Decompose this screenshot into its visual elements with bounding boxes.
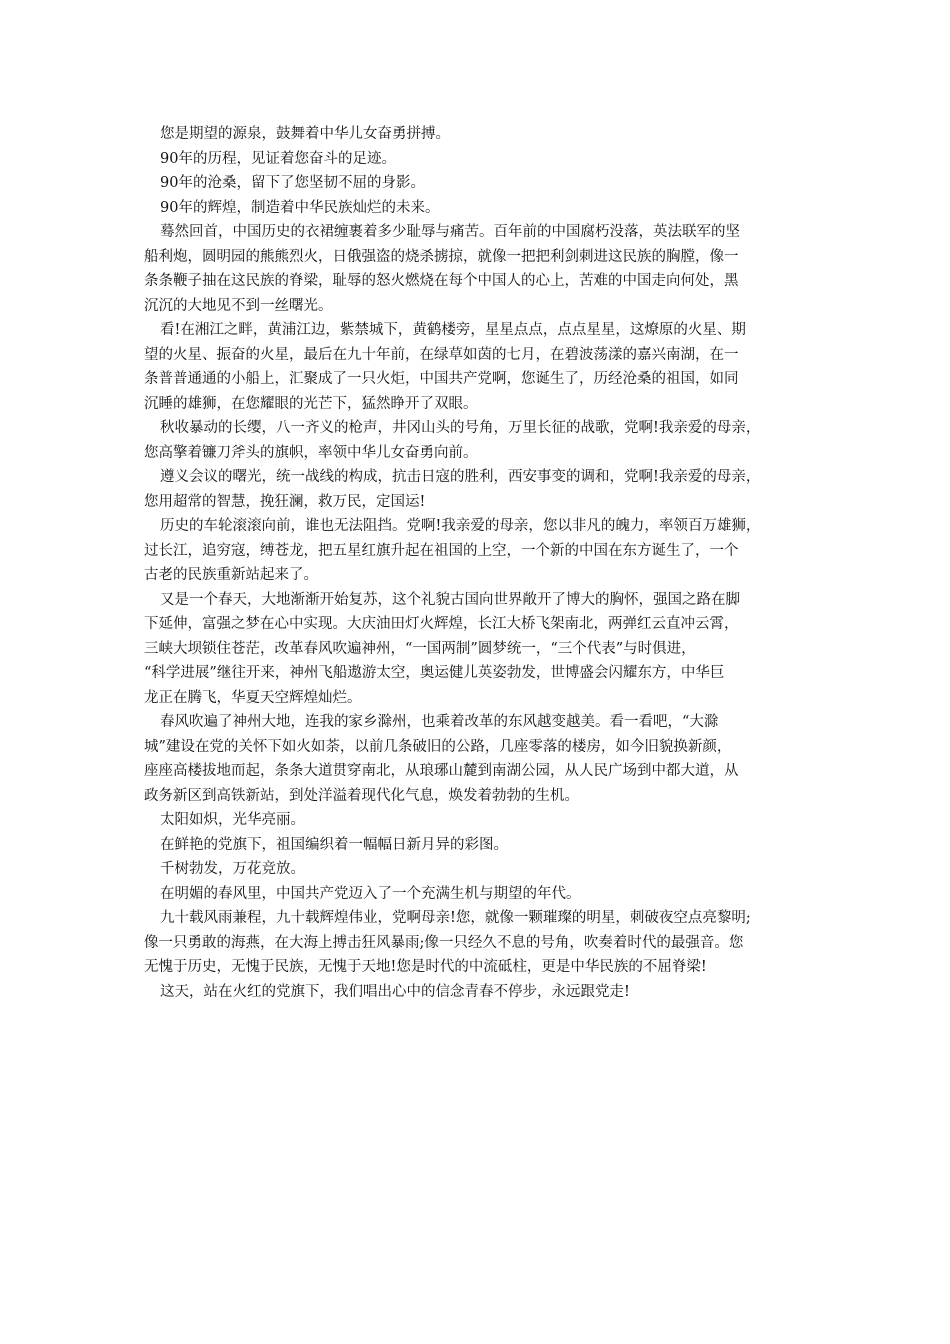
text-line: 下延伸，富强之梦在心中实现。大庆油田灯火辉煌，长江大桥飞架南北，两弹红云直冲云霄， [144, 616, 739, 632]
text-line: 条普普通通的小船上，汇聚成了一只火炬，中国共产党啊，您诞生了，历经沧桑的祖国，如同 [144, 371, 739, 387]
text-line: 在明媚的春风里，中国共产党迈入了一个充满生机与期望的年代。 [160, 885, 581, 902]
text-line: 您是期望的源泉，鼓舞着中华儿女奋勇拼搏。 [160, 126, 450, 142]
text-line: 历史的车轮滚滚向前，谁也无法阻挡。党啊!我亲爱的母亲，您以非凡的魄力，率领百万雄狮， [160, 518, 761, 534]
text-line: 条条鞭子抽在这民族的脊梁，耻辱的怒火燃烧在每个中国人的心上，苦难的中国走向何处，黑 [144, 273, 739, 289]
text-line: 这天，站在火红的党旗下，我们唱出心中的信念青春不停步，永远跟党走! [160, 983, 630, 1000]
text-line: 您高擎着镰刀斧头的旗帜，率领中华儿女奋勇向前。 [144, 444, 478, 461]
text-line: 政务新区到高铁新站，到处洋溢着现代化气息，焕发着勃勃的生机。 [144, 787, 579, 804]
document-body [144, 122, 808, 1004]
text-line: 古老的民族重新站起来了。 [144, 567, 318, 583]
text-line: 看!在湘江之畔，黄浦江边，紫禁城下，黄鹤楼旁，星星点点，点点星星，这燎原的火星、期 [160, 322, 746, 338]
text-line: 秋收暴动的长缨，八一齐义的枪声，井冈山头的号角，万里长征的战歌，党啊!我亲爱的母亲， [160, 420, 761, 436]
text-line: 座座高楼拔地而起，条条大道贯穿南北，从琅琊山麓到南湖公园，从人民广场到中都大道，从 [144, 763, 739, 779]
text-line: 九十载风雨兼程，九十载辉煌伟业，党啊母亲!您，就像一颗璀璨的明星，刺破夜空点亮黎明; [160, 910, 751, 926]
text-line: 城”建设在党的关怀下如火如荼，以前几条破旧的公路，几座零落的楼房，如今旧貌换新颜， [144, 738, 732, 755]
text-line: 太阳如炽，光华亮丽。 [160, 812, 305, 828]
text-line: 您用超常的智慧，挽狂澜，救万民，定国运! [144, 493, 426, 510]
text-line: 在鲜艳的党旗下，祖国编织着一幅幅日新月异的彩图。 [160, 836, 508, 853]
text-line: 90年的沧桑，留下了您坚韧不屈的身影。 [160, 175, 425, 191]
text-line: 90年的辉煌，制造着中华民族灿烂的未来。 [160, 199, 440, 216]
text-line: 千树勃发，万花竞放。 [160, 861, 305, 877]
text-line: 龙正在腾飞，华夏天空辉煌灿烂。 [144, 689, 362, 706]
text-line: “科学进展”继往开来，神州飞船遨游太空，奥运健儿英姿勃发，世博盛会闪耀东方，中华巨 [144, 665, 725, 681]
text-line: 沉睡的雄狮，在您耀眼的光芒下，猛然睁开了双眼。 [144, 395, 478, 412]
text-line: 蓦然回首，中国历史的衣裙缠裹着多少耻辱与痛苦。百年前的中国腐朽没落，英法联军的坚 [160, 224, 740, 240]
text-line: 三峡大坝锁住苍茫，改革春风吹遍神州，“一国两制”圆梦统一，“三个代表”与时俱进， [144, 640, 696, 657]
text-line: 望的火星、振奋的火星，最后在九十年前，在绿草如茵的七月，在碧波荡漾的嘉兴南湖，在一 [144, 346, 739, 363]
text-line: 船利炮，圆明园的熊熊烈火，日俄强盗的烧杀掳掠，就像一把把利剑刺进这民族的胸膛，像一 [144, 248, 739, 265]
text-line: 像一只勇敢的海燕，在大海上搏击狂风暴雨;像一只经久不息的号角，吹奏着时代的最强音。您 [144, 934, 744, 951]
text-line: 沉沉的大地见不到一丝曙光。 [144, 297, 333, 314]
text-line: 春风吹遍了神州大地，连我的家乡滁州，也乘着改革的东风越变越美。看一看吧，“大滁 [160, 714, 719, 730]
text-line: 过长江，追穷寇，缚苍龙，把五星红旗升起在祖国的上空，一个新的中国在东方诞生了，一个 [144, 542, 739, 559]
text-line: 遵义会议的曙光，统一战线的构成，抗击日寇的胜利，西安事变的调和，党啊!我亲爱的母亲， [160, 469, 761, 485]
text-line: 90年的历程，见证着您奋斗的足迹。 [160, 150, 396, 167]
text-line: 无愧于历史，无愧于民族，无愧于天地!您是时代的中流砥柱，更是中华民族的不屈脊梁! [144, 959, 707, 975]
text-line: 又是一个春天，大地渐渐开始复苏，这个礼貌古国向世界敞开了博大的胸怀，强国之路在脚 [160, 591, 740, 608]
